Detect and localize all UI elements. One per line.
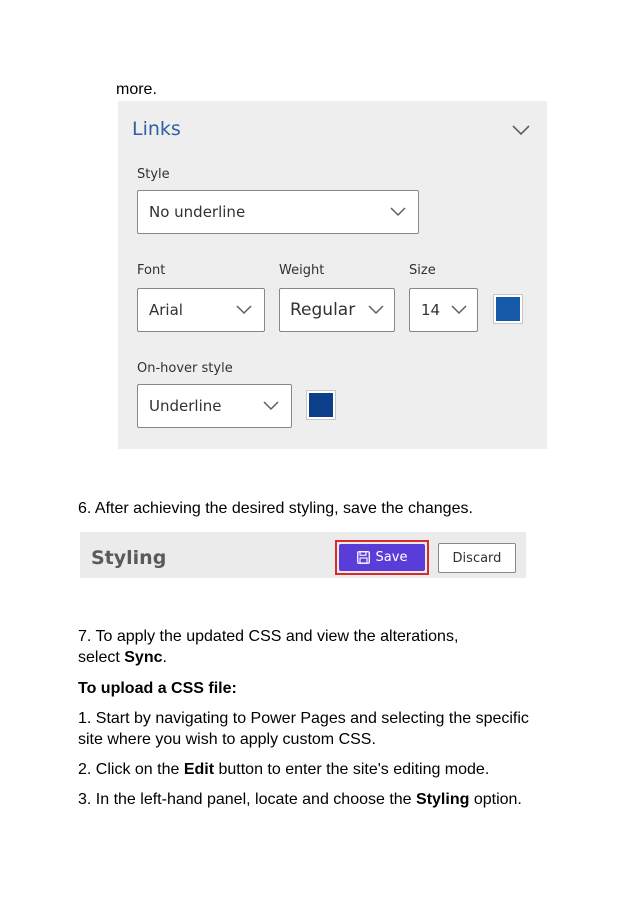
step-7-period: . <box>162 649 167 666</box>
upload-step-2-suffix: button to enter the site's editing mode. <box>214 761 490 778</box>
style-dropdown[interactable] <box>137 190 419 234</box>
step-7-text: select <box>78 649 125 666</box>
discard-button[interactable] <box>438 543 516 573</box>
save-icon <box>357 551 370 564</box>
size-dropdown[interactable] <box>409 288 478 332</box>
font-label: Font <box>137 263 166 278</box>
size-label: Size <box>409 263 436 278</box>
chevron-down-icon <box>368 305 384 315</box>
links-panel-title: Links <box>132 118 181 140</box>
discard-button-label: Discard <box>452 550 502 566</box>
intro-text: more. <box>116 81 157 98</box>
upload-step-2 <box>78 760 489 780</box>
hover-style-dropdown[interactable] <box>137 384 292 428</box>
style-label: Style <box>137 167 170 182</box>
styling-toolbar-title: Styling <box>91 547 167 569</box>
sync-keyword: Sync <box>124 649 163 666</box>
save-button-label: Save <box>375 550 408 565</box>
chevron-down-icon <box>451 305 467 315</box>
styling-keyword: Styling <box>416 791 470 808</box>
upload-step-1-line-2: site where you wish to apply custom CSS. <box>78 731 376 748</box>
upload-step-2-text: 2. Click on the <box>78 761 184 778</box>
hover-color-fill <box>309 393 333 417</box>
chevron-down-icon <box>236 305 252 315</box>
weight-dropdown-value: Regular <box>290 300 356 320</box>
step-7-line-2 <box>78 648 167 668</box>
edit-keyword: Edit <box>183 761 215 778</box>
upload-step-1-line-1: 1. Start by navigating to Power Pages and selecting the specific <box>78 710 529 727</box>
chevron-down-icon <box>390 207 406 217</box>
hover-color-swatch[interactable] <box>306 390 336 420</box>
font-dropdown-value: Arial <box>149 301 183 319</box>
font-dropdown[interactable] <box>137 288 265 332</box>
hover-style-dropdown-value: Underline <box>149 397 222 415</box>
chevron-down-icon <box>263 401 279 411</box>
weight-label: Weight <box>279 263 325 278</box>
link-color-fill <box>496 297 520 321</box>
style-dropdown-value: No underline <box>149 203 246 221</box>
save-button[interactable] <box>339 544 425 571</box>
size-dropdown-value: 14 <box>421 301 441 319</box>
upload-step-3 <box>78 790 522 810</box>
link-color-swatch[interactable] <box>493 294 523 324</box>
hover-style-label: On-hover style <box>137 361 233 376</box>
step-7-line-1: 7. To apply the updated CSS and view the alterations, <box>78 628 459 645</box>
step-6-text: 6. After achieving the desired styling, save the changes. <box>78 500 473 517</box>
weight-dropdown[interactable] <box>279 288 395 332</box>
upload-step-3-suffix: option. <box>469 791 522 808</box>
upload-step-3-text: 3. In the left-hand panel, locate and choose the <box>78 791 417 808</box>
chevron-down-icon[interactable] <box>512 124 530 136</box>
upload-heading: To upload a CSS file: <box>78 680 237 697</box>
